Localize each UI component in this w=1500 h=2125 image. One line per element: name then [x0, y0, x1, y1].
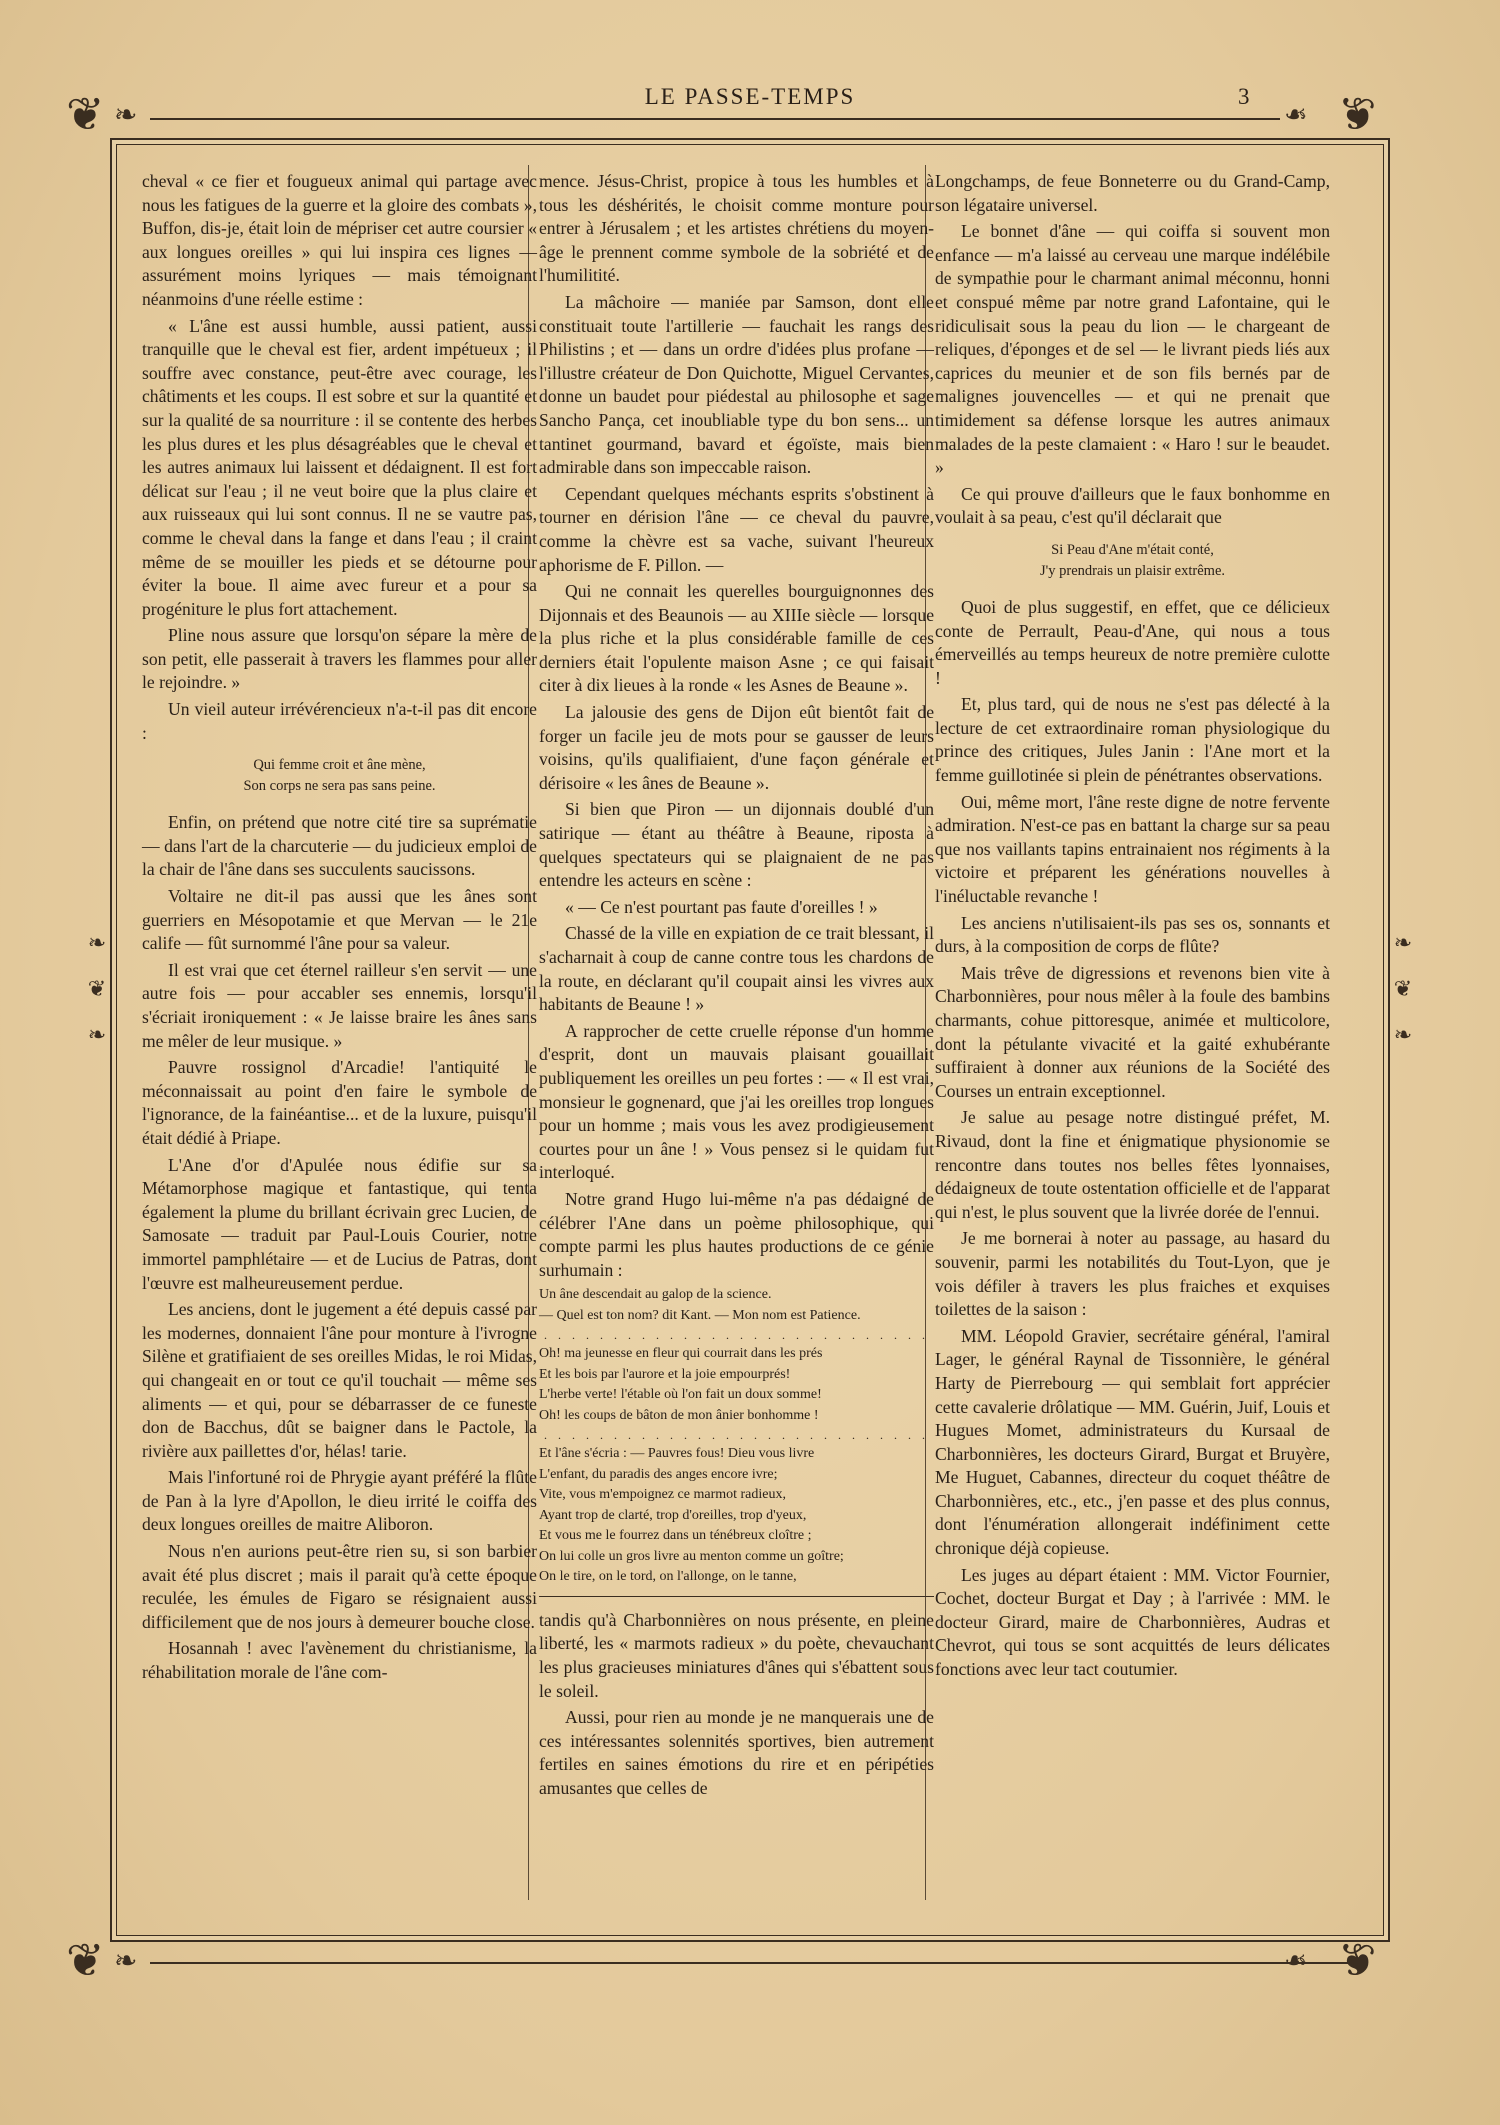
bottom-left-vine: ❧ — [114, 1946, 138, 1977]
verse-quote: Qui femme croit et âne mène, Son corps ne sera pas sans peine. — [243, 757, 436, 795]
poem-line: L'enfant, du paradis des anges encore ivre; — [539, 1466, 778, 1482]
left-side-ornament: ❧ ❦ ❧ — [87, 930, 107, 1047]
article-column-3 — [935, 170, 1330, 1685]
ellipsis-row: . . . . . . . . . . . . . . . . . . . . . . . . . . . . — [544, 1428, 929, 1443]
paragraph: Nous n'en aurions peut-être rien su, si son barbier avait été plus discret ; mais il parait qu'à cette époque reculée, les émules de Figaro se résignaient aussi difficilement que de nos jours à demeurer bouche close. — [142, 1541, 537, 1632]
poem-line: Un âne descendait au galop de la science. — [539, 1287, 772, 1303]
paragraph: tandis qu'à Charbonnières on nous présente, en pleine liberté, les « marmots radieux » du poète, chevauchant les plus gracieuses miniatures d'ânes qui s'ébattent sous le soleil. — [539, 1609, 934, 1701]
paragraph: Notre grand Hugo lui-même n'a pas dédaigné de célébrer l'Ane dans un poème philosophique, qui compte parmi les plus hautes productions de ce génie surhumain : — [539, 1188, 934, 1280]
top-right-vine: ❧ — [1284, 100, 1308, 131]
page-title: LE PASSE-TEMPS — [644, 84, 856, 109]
paragraph: Mais trêve de digressions et revenons bien vite à Charbonnières, pour nous mêler à la foule des bambins charmants, cohue pittoresque, animée et multicolore, dont la pétulante vivacité et la gaité exhubérante suffiraient à donner aux réunions de la Société des Courses un entrain exceptionnel. — [935, 962, 1330, 1101]
top-right-ornament: ❦ — [1338, 89, 1377, 140]
verse-quote: Si Peau d'Ane m'était conté, J'y prendrais un plaisir extrême. — [1039, 541, 1226, 579]
paragraph: « L'âne est aussi humble, aussi patient, aussi tranquille que le cheval est fier, ardent impétueux ; il souffre avec constance, peut-être avec courage, les châtiments et les coups. Il est sobre et sur la quantité et sur la qualité de sa nourriture : il se contente des herbes les plus dures et les plus désagréables que le cheval et les autres animaux lui laissent et dédaignent. Il est fort délicat sur l'eau ; il ne veut boire que la plus claire et aux ruisseaux qui lui sont connus. Il ne se vautre pas, comme le cheval dans la fange et dans l'eau ; il craint même de se mouiller les pieds et se détourne pour éviter la boue. Il aime avec fureur et a pour sa progéniture le plus fort attachement. — [142, 315, 537, 619]
paragraph: A rapprocher de cette cruelle réponse d'un homme d'esprit, dont un mauvais plaisant gouaillait publiquement les oreilles un peu fortes : — « Il est vrai, monsieur le gognenard, que j'ai les oreilles trop longues pour un homme ; mais vous les avez prodigieusement courtes pour un âne ! » Vous pensez si le quidam fut interloqué. — [539, 1020, 934, 1183]
bottom-right-ornament: ❦ — [1338, 1935, 1377, 1986]
paragraph: Aussi, pour rien au monde je ne manquerais une de ces intéressantes solennités sportives, bien autrement fertiles en saines émotions du rire et en péripéties amusantes que celles de — [539, 1707, 934, 1798]
paragraph: Oui, même mort, l'âne reste digne de notre fervente admiration. N'est-ce pas en battant la charge sur sa peau que nos vaillants tapins entrainaient nos régiments à la victoire et préparent les générations nouvelles à l'inéluctable revanche ! — [935, 791, 1330, 907]
poem-line: Oh! ma jeunesse en fleur qui courrait dans les prés — [539, 1346, 823, 1362]
paragraph: mence. Jésus-Christ, propice à tous les humbles et à tous les déshérités, le choisit comme monture pour entrer à Jérusalem ; et les artistes chrétiens du moyen-âge le prennent comme symbole de la sobriété et de l'humilitité. — [539, 171, 934, 286]
paragraph: Cependant quelques méchants esprits s'obstinent à tourner en dérision l'âne — ce cheval du pauvre, comme la chèvre est sa vache, suivant l'heureux aphorisme de F. Pillon. — — [539, 483, 934, 575]
page-number: 3 — [1238, 84, 1250, 109]
poem-line: Ayant trop de clarté, trop d'oreilles, trop d'yeux, — [539, 1507, 807, 1523]
paragraph: « — Ce n'est pourtant pas faute d'oreilles ! » — [565, 896, 878, 917]
paragraph: Enfin, on prétend que notre cité tire sa suprématie — dans l'art de la charcuterie — du judicieux emploi de la chair de l'âne dans ses succulents saucissons. — [142, 812, 537, 880]
paragraph: Qui ne connait les querelles bourguignonnes des Dijonnais et des Beaunois — au XIIIe siècle — lorsque la plus riche et la plus considérable famille de ces derniers était l'opulente maison Asne ; ce qui faisait citer à dix lieues à la ronde « les Asnes de Beaune ». — [539, 581, 934, 696]
poem-line: Et les bois par l'aurore et la joie empourprés! — [539, 1366, 791, 1382]
ellipsis-row: . . . . . . . . . . . . . . . . . . . . . . . . . . . . — [544, 1328, 929, 1343]
poem-stanza — [539, 1344, 934, 1426]
paragraph: Un vieil auteur irrévérencieux n'a-t-il pas dit encore : — [142, 699, 537, 743]
paragraph: Le bonnet d'âne — qui coiffa si souvent mon enfance — m'a laissé au cerveau une marque indélébile de sympathie pour le charmant animal méconnu, honni et conspué même par notre grand Lafontaine, qui le ridiculisait sous la peau du lion — le chargeant de reliques, d'éponges et de sel — le livrant pieds liés aux caprices du meunier et de son fils bernés par de malignes jouvencelles — et qui ne prenait que timidement sa défense lorsque les autres animaux malades de la peste clamaient : « Haro ! sur le beaudet. » — [935, 221, 1330, 478]
paragraph: Les anciens, dont le jugement a été depuis cassé par les modernes, donnaient l'âne pour monture à l'ivrogne Silène et gratifiaient de ses oreilles Midas, le roi Midas, qui changeait en or tout ce qu'il touchait — même ses aliments — et qui, pour se débarrasser de ce funeste don de Bacchus, dût se baigner dans le Pactole, la rivière aux paillettes d'or, hélas! tarie. — [142, 1299, 537, 1461]
paragraph: La mâchoire — maniée par Samson, dont elle constituait toute l'artillerie — fauchait les rangs des Philistins ; et — dans un ordre d'idées plus profane — l'illustre créateur de Don Quichotte, Miguel Cervantes, donne un baudet pour piédestal au philosophe et sage Sancho Pança, cet inoubliable type du bon sens... un tantinet gourmand, bavard et égoïste, mais bien admirable dans son impeccable raison. — [539, 291, 934, 478]
paragraph: Ce qui prouve d'ailleurs que le faux bonhomme en voulait à sa peau, c'est qu'il déclarait que — [935, 483, 1330, 528]
top-left-vine: ❧ — [114, 100, 138, 131]
paragraph: MM. Léopold Gravier, secrétaire général, l'amiral Lager, le général Raynal de Tissonnière, le général Harty de Pierrebourg — qui semblait fort apprécier cette cavalerie drôlatique — MM. Guérin, Juif, Louis et Hugues Momet, administrateurs du Kursaal de Charbonnières, les docteurs Girard, Burgat et Bruyère, Me Huguet, Cabannes, directeur du coquet théâtre de Charbonnières, etc., etc., j'en passe et des plus connus, dont l'énumération allongerait indéfiniment cette chronique déjà copieuse. — [935, 1325, 1330, 1559]
paragraph: Il est vrai que cet éternel railleur s'en servit — une autre fois — pour accabler ses ennemis, lorsqu'il s'écriait ironiquement : « Je laisse braire les ânes sans me mêler de leur musique. » — [142, 959, 537, 1051]
paragraph: L'Ane d'or d'Apulée nous édifie sur sa Métamorphose magique et fantastique, qui tenta également la plume du brillant écrivain grec Lucien, de Samosate — traduit par Paul-Louis Courier, notre immortel pamphlétaire — et de Lucius de Patras, dont l'œuvre est malheureusement perdue. — [142, 1154, 537, 1293]
bottom-right-vine: ❧ — [1284, 1946, 1308, 1977]
poem-end-rule — [539, 1596, 934, 1597]
paragraph: Je salue au pesage notre distingué préfet, M. Rivaud, dont la fine et énigmatique physionomie se rencontre dans toutes nos belles fêtes lyonnaises, dédaigneux de toute ostentation officielle et de l'apparat qui n'est, le plus souvent que la livrée dorée de l'ennui. — [935, 1107, 1330, 1222]
paragraph: Si bien que Piron — un dijonnais doublé d'un satirique — étant au théâtre à Beaune, riposta à quelques spectateurs qui se plaignaient de ne pas entendre les acteurs en scène : — [539, 799, 934, 891]
paragraph: La jalousie des gens de Dijon eût bientôt fait de forger un facile jeu de mots pour se gausser de leurs voisins, qu'ils qualifiaient, d'une façon générale et dérisoire « les ânes de Beaune ». — [539, 702, 934, 793]
right-side-ornament: ❧ ❦ ❧ — [1393, 930, 1413, 1047]
paragraph: cheval « ce fier et fougueux animal qui partage avec nous les fatigues de la guerre et la gloire des combats », Buffon, dis-je, était loin de mépriser cet autre coursier « aux longues oreilles » qui lui inspira ces lignes — assurément moins lyriques — mais témoignant néanmoins d'une réelle estime : — [142, 171, 537, 309]
poem-line: Oh! les coups de bâton de mon ânier bonhomme ! — [539, 1407, 819, 1423]
poem-line: Vite, vous m'empoignez ce marmot radieux, — [539, 1487, 786, 1503]
poem-line: L'herbe verte! l'étable où l'on fait un doux somme! — [539, 1387, 822, 1403]
poem-line: On lui colle un gros livre au menton comme un goître; — [539, 1548, 844, 1564]
poem-stanza — [539, 1444, 934, 1588]
paragraph: Je me bornerai à noter au passage, au hasard du souvenir, parmi les notabilités du Tout-Lyon, que je vois défiler à travers les plus fraiches et exquises toilettes de la saison : — [935, 1228, 1330, 1320]
paragraph: Les juges au départ étaient : MM. Victor Fournier, Cochet, docteur Burgat et Day ; à l'arrivée : MM. le docteur Girard, maire de Charbonnières, Audras et Chevrot, qui tous se sont acquittés de leurs délicates fonctions avec leur tact coutumier. — [935, 1564, 1330, 1680]
paragraph: Longchamps, de feue Bonneterre ou du Grand-Camp, son légataire universel. — [935, 171, 1330, 215]
poem-stanza — [539, 1285, 934, 1326]
paragraph: Hosannah ! avec l'avènement du christianisme, la réhabilitation morale de l'âne com- — [142, 1638, 537, 1683]
bottom-left-ornament: ❦ — [66, 1935, 105, 1986]
paragraph: Pline nous assure que lorsqu'on sépare la mère de son petit, elle passerait à travers les flammes pour aller le rejoindre. » — [142, 625, 537, 693]
poem-line: Et vous me le fourrez dans un ténébreux cloître ; — [539, 1528, 812, 1544]
poem-line: On le tire, on le tord, on l'allonge, on le tanne, — [539, 1569, 797, 1585]
paragraph: Mais l'infortuné roi de Phrygie ayant préféré la flûte de Pan à la lyre d'Apollon, le dieu irrité le coiffa des deux longues oreilles de maitre Aliboron. — [142, 1467, 537, 1535]
paragraph: Voltaire ne dit-il pas aussi que les ânes sont guerriers en Mésopotamie et que Mervan — le 21e calife — fût surnommé l'âne pour sa valeur. — [142, 886, 537, 954]
paragraph: Chassé de la ville en expiation de ce trait blessant, il s'acharnait à coup de canne contre tous les chardons de la route, en déclarant qu'il coupait ainsi les vivres aux habitants de Beaune ! » — [539, 923, 934, 1015]
paragraph: Et, plus tard, qui de nous ne s'est pas délecté à la lecture de cet extraordinaire roman physiologique du prince des critiques, Jules Janin : l'Ane mort et la femme guillotinée si plein de pénétrantes observations. — [935, 694, 1330, 786]
poem-line: — Quel est ton nom? dit Kant. — Mon nom est Patience. — [539, 1307, 861, 1323]
article-column-1 — [142, 170, 537, 1688]
header-rule — [150, 118, 1280, 120]
top-left-ornament: ❦ — [66, 89, 105, 140]
footer-rule — [150, 1962, 1350, 1964]
paragraph: Les anciens n'utilisaient-ils pas ses os, sonnants et durs, à la composition de corps de flûte? — [935, 912, 1330, 957]
poem-line: Et l'âne s'écria : — Pauvres fous! Dieu vous livre — [539, 1446, 815, 1462]
paragraph: Quoi de plus suggestif, en effet, que ce délicieux conte de Perrault, Peau-d'Ane, qui nous a tous émerveillés au temps heureux de notre première culotte ! — [935, 596, 1330, 688]
article-column-2 — [539, 170, 934, 1804]
paragraph: Pauvre rossignol d'Arcadie! l'antiquité le méconnaissait au point d'en faire le symbole de l'ignorance, de la fainéantise... et de la luxure, puisqu'il était dédié à Priape. — [142, 1057, 537, 1148]
